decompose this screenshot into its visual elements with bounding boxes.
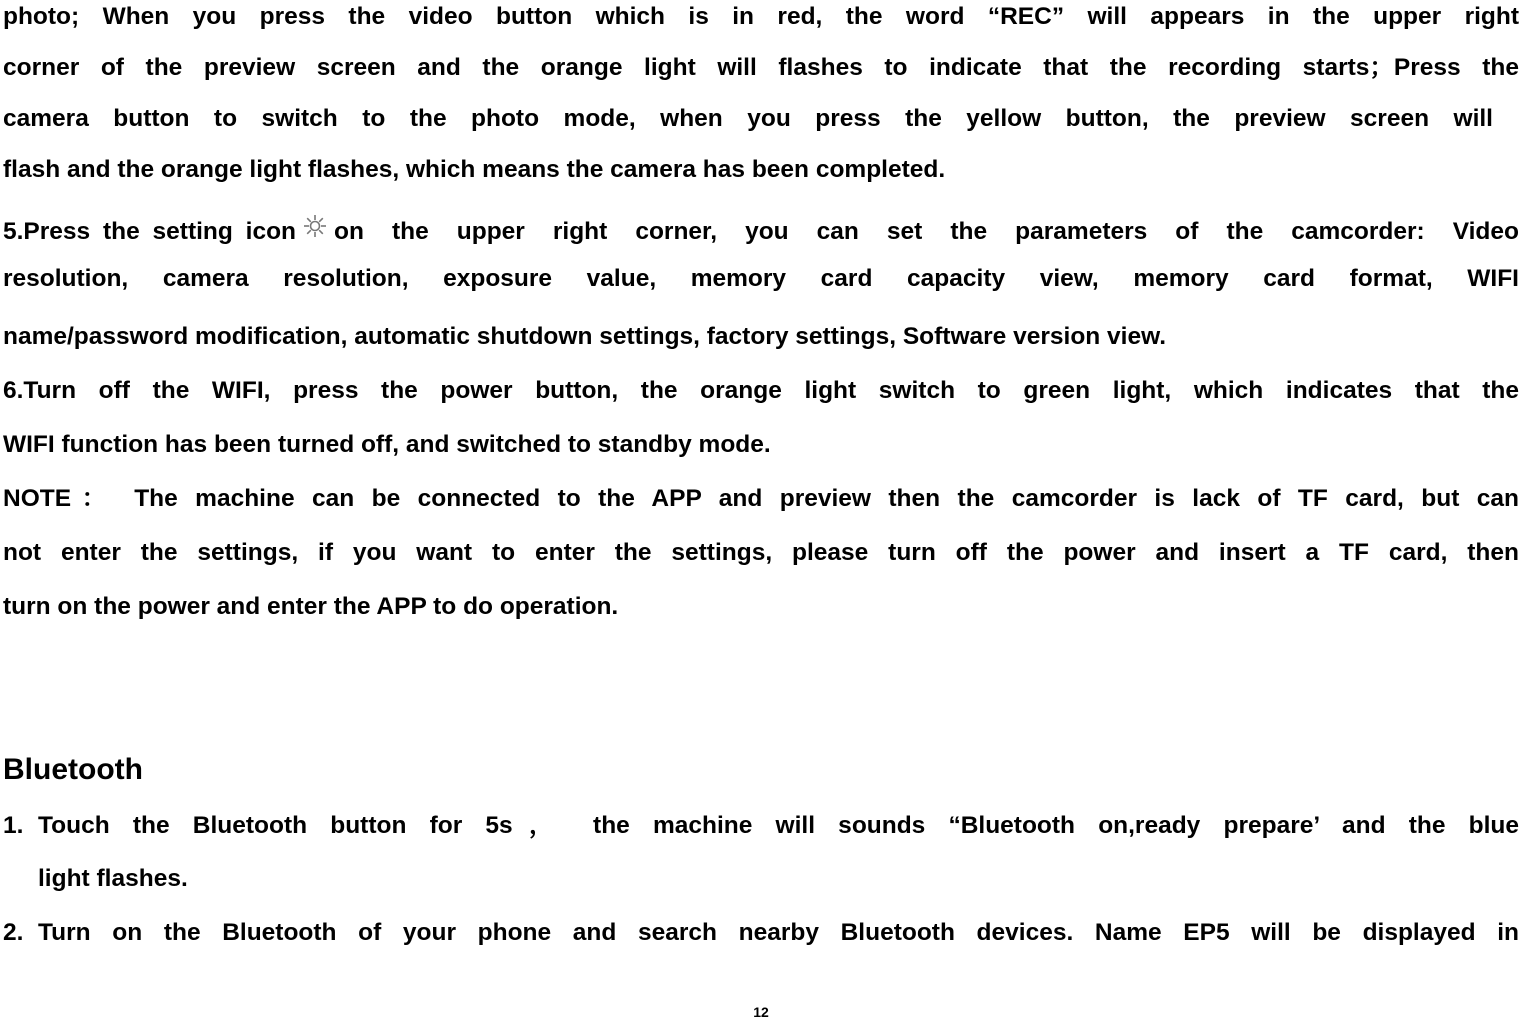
note-line: turn on the power and enter the APP to do operation. [3, 593, 619, 620]
list-item [3, 811, 1519, 841]
paragraph-line: 6.Turn off the WIFI, press the power button, the orange light switch to green light, which indicates that the [3, 377, 1519, 404]
section-heading-bluetooth: Bluetooth [3, 753, 143, 786]
note-line: not enter the settings, if you want to enter the settings, please turn off the power and insert a TF card, then [3, 539, 1519, 566]
page-number: 12 [753, 1004, 769, 1020]
step-5-text-before-icon: 5.Press the setting icon [3, 218, 297, 245]
paragraph-line: camera button to switch to the photo mode, when you press the yellow button, the preview screen will [3, 105, 1493, 132]
list-item-text: Touch the Bluetooth button for 5s， the machine will sounds “Bluetooth on,ready prepare’ and the blue [38, 812, 1519, 839]
list-item [3, 918, 1519, 948]
paragraph-line: corner of the preview screen and the orange light will flashes to indicate that the recording starts；Press the [3, 54, 1519, 81]
list-item-number: 2. [3, 919, 24, 946]
list-item-text-continued: light flashes. [38, 865, 188, 892]
step-5-line-1 [3, 213, 1519, 247]
paragraph-line: WIFI function has been turned off, and switched to standby mode. [3, 431, 771, 458]
gear-icon [302, 213, 328, 239]
paragraph-line: name/password modification, automatic shutdown settings, factory settings, Software version view. [3, 323, 1167, 350]
paragraph-line: photo; When you press the video button which is in red, the word “REC” will appears in the upper right [3, 3, 1519, 30]
step-5-text-after-icon: on the upper right corner, you can set the parameters of the camcorder: Video [334, 218, 1519, 245]
list-item-number: 1. [3, 812, 24, 839]
paragraph-line: flash and the orange light flashes, which means the camera has been completed. [3, 156, 946, 183]
list-item-text: Turn on the Bluetooth of your phone and search nearby Bluetooth devices. Name EP5 will be displayed in [38, 919, 1519, 946]
note-line: NOTE： The machine can be connected to the APP and preview then the camcorder is lack of TF card, but can [3, 485, 1519, 512]
paragraph-line: resolution, camera resolution, exposure value, memory card capacity view, memory card format, WIFI [3, 265, 1519, 292]
